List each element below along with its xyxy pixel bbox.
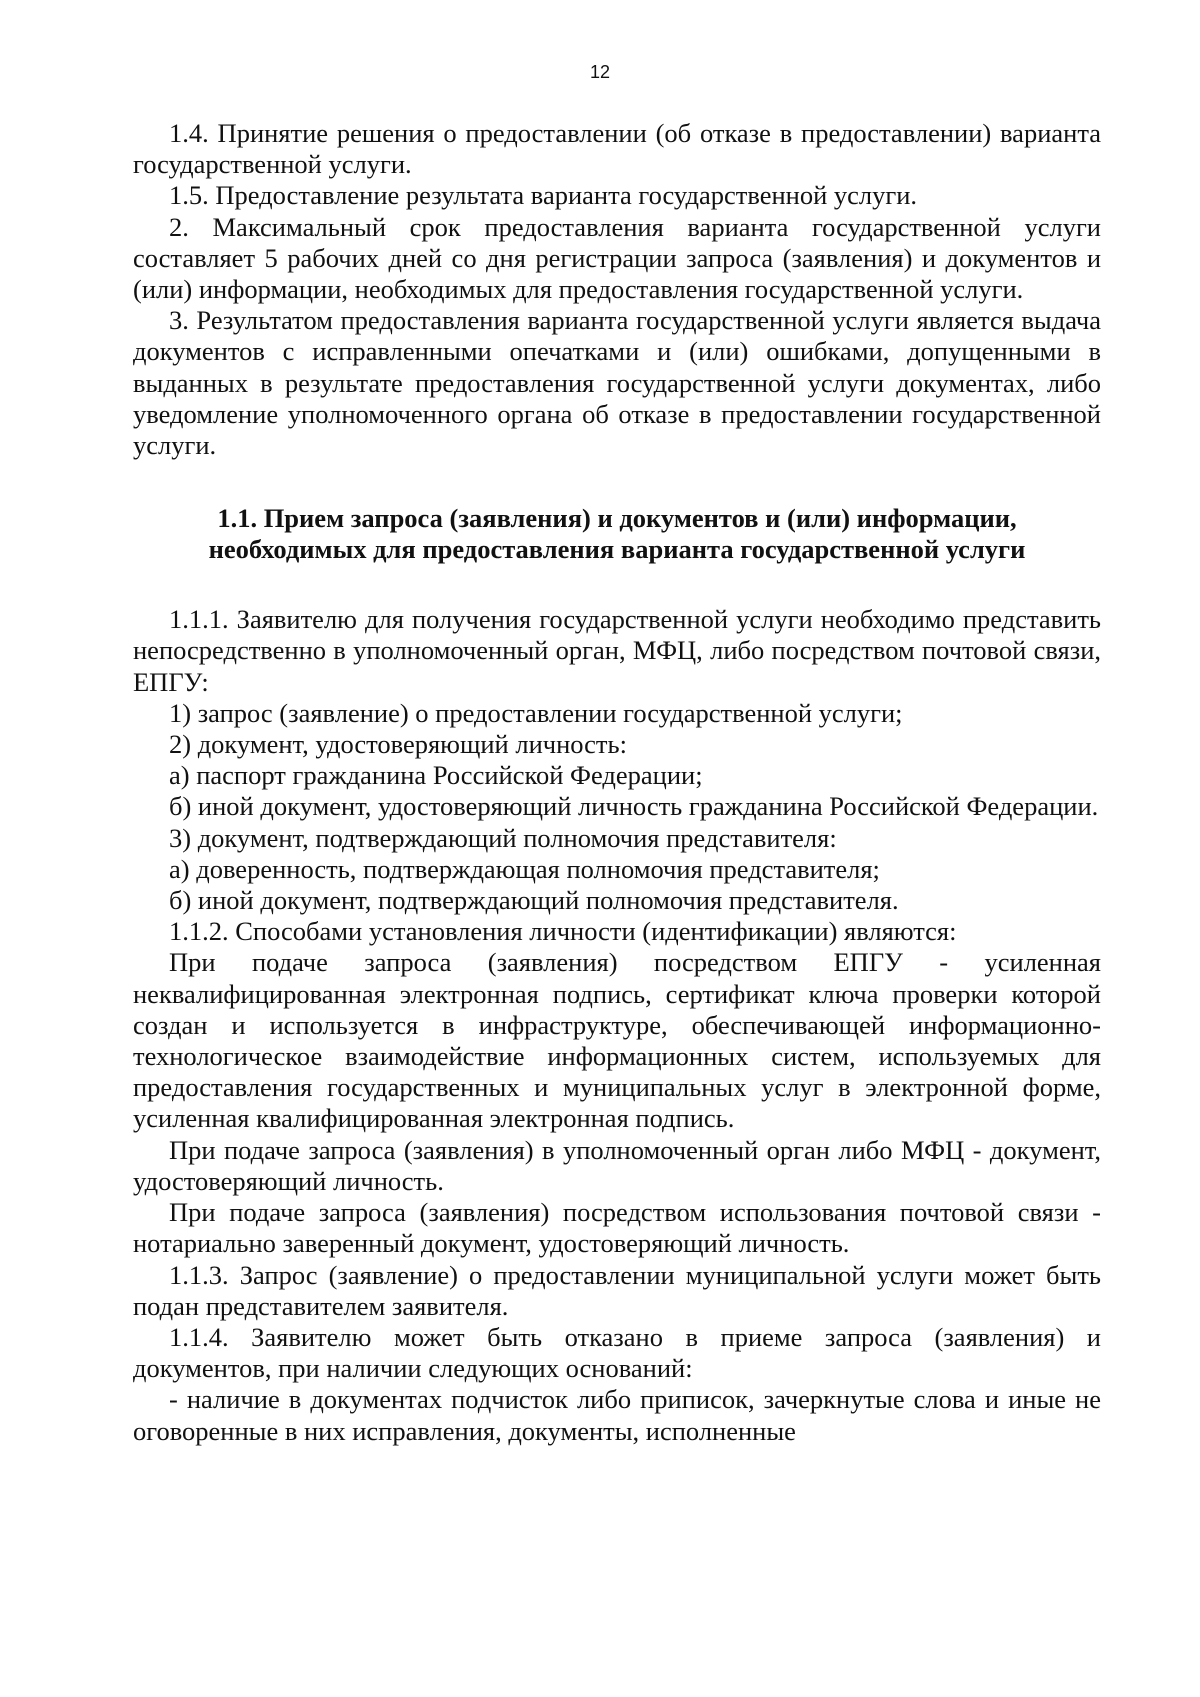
list-item-3a: а) доверенность, подтверждающая полномочия представителя; xyxy=(169,853,880,884)
section-heading-line-1: 1.1. Прием запроса (заявления) и документов и (или) информации, xyxy=(217,503,1017,534)
list-item-3b: б) иной документ, подтверждающий полномочия представителя. xyxy=(169,885,899,916)
refusal-ground-item: - наличие в документах подчисток либо приписок, зачеркнутые слова и иные не оговоренные в них исправления, документы, исполненные xyxy=(133,1384,1101,1446)
paragraph-3: 3. Результатом предоставления варианта государственной услуги является выдача документов с исправленными опечатками и (или) ошибками, допущенными в выданных в результате предоставления государственной услуги документах, либо уведомление уполномоченного органа об отказе в предоставлении государственной услуги. xyxy=(133,305,1101,461)
list-item-1: 1) запрос (заявление) о предоставлении государственной услуги; xyxy=(169,697,903,728)
paragraph-epgu-identification: При подаче запроса (заявления) посредством ЕПГУ - усиленная неквалифицированная электронная подпись, сертификат ключа проверки которой создан и используется в инфраструктуре, обеспечивающей информационно-технологическое взаимодействие информационных систем, используемых для предоставления государственных и муниципальных услуг в электронной форме, усиленная квалифицированная электронная подпись. xyxy=(133,947,1101,1134)
paragraph-postal-identification: При подаче запроса (заявления) посредством использования почтовой связи - нотариально заверенный документ, удостоверяющий личность. xyxy=(133,1197,1101,1259)
list-item-2b: б) иной документ, удостоверяющий личность гражданина Российской Федерации. xyxy=(169,791,1099,822)
paragraph-1-1-2: 1.1.2. Способами установления личности (идентификации) являются: xyxy=(169,916,957,947)
list-item-2a: а) паспорт гражданина Российской Федерации; xyxy=(169,760,703,791)
list-item-3: 3) документ, подтверждающий полномочия представителя: xyxy=(169,822,837,853)
section-heading-line-2: необходимых для предоставления варианта государственной услуги xyxy=(208,534,1026,565)
section-heading xyxy=(133,503,1101,565)
document-body xyxy=(133,118,1101,1447)
paragraph-office-identification: При подаче запроса (заявления) в уполномоченный орган либо МФЦ - документ, удостоверяющий личность. xyxy=(133,1134,1101,1196)
paragraph-1-5: 1.5. Предоставление результата варианта государственной услуги. xyxy=(169,180,918,211)
paragraph-1-4: 1.4. Принятие решения о предоставлении (об отказе в предоставлении) варианта государственной услуги. xyxy=(133,118,1101,180)
page-number: 12 xyxy=(589,62,611,82)
list-item-2: 2) документ, удостоверяющий личность: xyxy=(169,729,627,760)
paragraph-2: 2. Максимальный срок предоставления варианта государственной услуги составляет 5 рабочих дней со дня регистрации запроса (заявления) и документов и (или) информации, необходимых для предоставления государственной услуги. xyxy=(133,211,1101,305)
paragraph-1-1-1: 1.1.1. Заявителю для получения государственной услуги необходимо представить непосредственно в уполномоченный орган, МФЦ, либо посредством почтовой связи, ЕПГУ: xyxy=(133,604,1101,697)
paragraph-1-1-3: 1.1.3. Запрос (заявление) о предоставлении муниципальной услуги может быть подан представителем заявителя. xyxy=(133,1259,1101,1321)
paragraph-1-1-4: 1.1.4. Заявителю может быть отказано в приеме запроса (заявления) и документов, при наличии следующих оснований: xyxy=(133,1321,1101,1384)
